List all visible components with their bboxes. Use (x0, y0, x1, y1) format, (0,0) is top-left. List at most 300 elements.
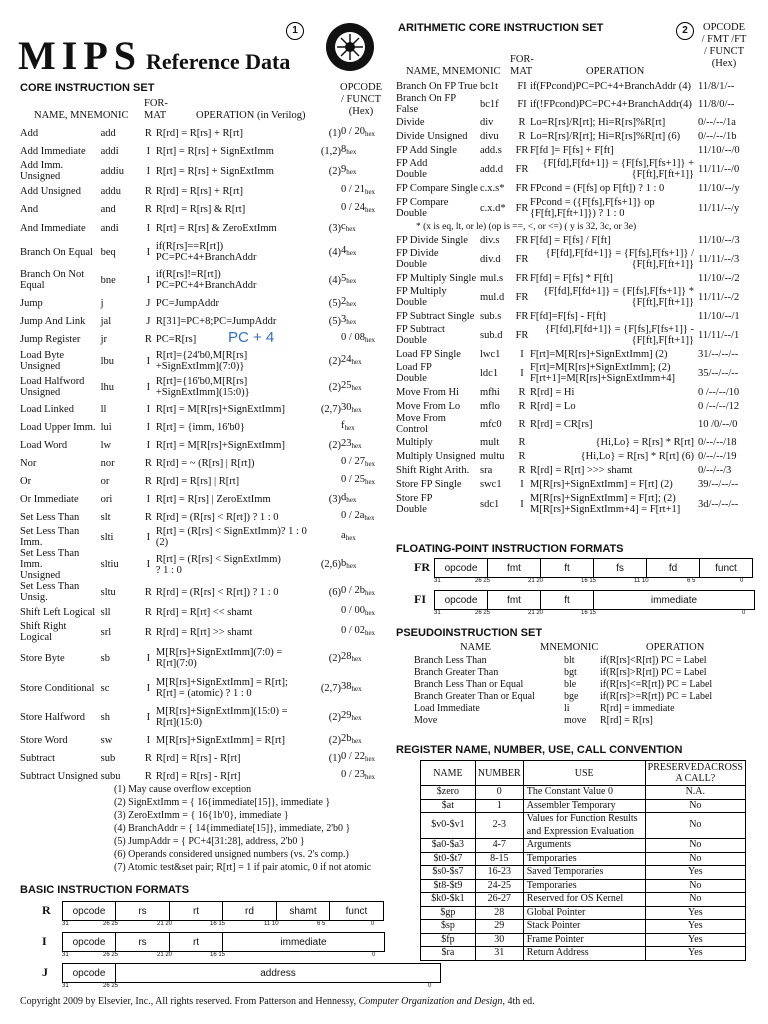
instr-mnemonic: sltiu (100, 559, 119, 570)
instr-name: Shift Left Logical (20, 606, 96, 618)
instr-mnemonic: c.x.d* (480, 202, 506, 214)
register-use: Arguments (523, 839, 645, 853)
pseudo-table (414, 655, 754, 727)
instr-opcode: 11/10/--/y (698, 182, 740, 194)
arith-row (396, 143, 752, 157)
arith-heading: ARITHMETIC CORE INSTRUCTION SET (398, 22, 604, 34)
instr-format: R (518, 464, 526, 476)
fi-format-bit-label: 16 15 (581, 610, 597, 616)
register-preserved: No (645, 852, 745, 866)
r-format-bit-label: 0 (371, 921, 375, 927)
r-format-bit-label: 21 20 (157, 921, 173, 927)
instr-operation: R[31]=PC+8;PC=JumpAddr (155, 315, 277, 327)
j-format-box (62, 963, 441, 983)
core-row (20, 454, 385, 472)
core-row (20, 418, 385, 436)
register-preserved: Yes (645, 947, 745, 961)
instr-name: Multiply Unsigned (396, 450, 476, 462)
instr-format: I (146, 381, 151, 393)
instr-note: (3) (328, 493, 342, 505)
instr-mnemonic: div.s (480, 234, 500, 246)
instr-format: J (146, 297, 151, 309)
arith-row (396, 115, 752, 129)
instr-format: R (518, 436, 526, 448)
register-row (421, 893, 746, 907)
i-format-field: rt (170, 933, 223, 951)
instr-opcode: $0 / 20_{hex}$ (341, 126, 376, 138)
instr-format: FR (515, 329, 529, 341)
instr-note: (2) (328, 652, 342, 664)
instr-opcode: 0/--/--/1b (698, 130, 737, 142)
instr-name: Shift Right Arith. (396, 464, 470, 476)
instr-mnemonic: sdc1 (480, 498, 500, 510)
i-format-bit-label: 16 15 (210, 952, 226, 958)
instr-format: FR (515, 182, 529, 194)
j-format-bit-label: 31 (62, 983, 69, 989)
instr-name: Add Imm. Unsigned (20, 160, 64, 182)
instr-mnemonic: bc1f (480, 98, 499, 110)
instr-format: I (146, 682, 151, 694)
instr-operation: R[rt] = R[rs] & ZeroExtImm (155, 222, 277, 234)
core-row (20, 348, 385, 374)
instr-format: I (146, 493, 151, 505)
instr-opcode: $30_{hex}$ (341, 402, 362, 414)
instr-opcode: $0 / 02_{hex}$ (341, 625, 376, 637)
instr-opcode: $0 / 23_{hex}$ (341, 769, 376, 781)
fi-format-bit-label: 31 (434, 610, 441, 616)
instr-name: FP Divide Double (396, 248, 439, 270)
register-number: 16-23 (475, 866, 523, 880)
core-row (20, 472, 385, 490)
pseudo-mnemonic: ble (564, 679, 577, 690)
fr-format-bit-label: 31 (434, 578, 441, 584)
register-preserved: No (645, 879, 745, 893)
instr-opcode: 11/11/--/1 (698, 329, 740, 341)
instr-name: FP Add Double (396, 158, 428, 180)
instr-name: FP Subtract Double (396, 324, 445, 346)
compare-footnote: * (x is eq, lt, or le) (op is ==, <, or <=) ( y is 32, 3c, or 3e) (416, 221, 637, 232)
instr-operation: F[fd] = F[fs] * F[ft] (530, 272, 613, 284)
arith-row (396, 491, 752, 517)
instr-opcode: $0 / 2a_{hex}$ (341, 510, 375, 522)
instr-format: FI (517, 80, 527, 92)
instr-operation: F[fd ]= F[fs] + F[ft] (530, 144, 614, 156)
instr-note (314, 330, 341, 348)
r-format-bit-label: 11 10 (264, 921, 279, 927)
instr-opcode: 0/--/--/1a (698, 116, 736, 128)
instr-note: (4) (328, 246, 342, 258)
instr-operation: R[rt]={24'b0,M[R[rs] +SignExtImm](7:0)} (155, 350, 248, 372)
core-row (20, 621, 385, 643)
instr-name: FP Multiply Double (396, 286, 447, 308)
fr-format-field: fs (594, 559, 647, 577)
fr-format-field: funct (715, 562, 737, 574)
core-row (20, 374, 385, 400)
register-name: $at (421, 799, 476, 813)
instr-opcode: $25_{hex}$ (341, 380, 362, 392)
fr-format-field: fd (647, 559, 700, 577)
instr-operation: Lo=R[rs]/R[rt]; Hi=R[rs]%R[rt] (6) (530, 130, 681, 142)
core-note: (7) Atomic test&set pair; R[rt] = 1 if pair atomic, 0 if not atomic (114, 862, 372, 873)
instr-opcode: 11/10/--/2 (698, 272, 740, 284)
pseudo-name: Branch Greater Than (414, 667, 499, 678)
instr-note: (1) (328, 752, 342, 764)
pseudo-col-operation: OPERATION (646, 642, 705, 653)
instr-opcode: $4_{hex}$ (341, 245, 357, 257)
instr-name: Jump And Link (20, 315, 86, 327)
core-row (20, 749, 385, 767)
pseudo-row (414, 703, 754, 715)
register-use: Temporaries (523, 879, 645, 893)
instr-format: I (146, 734, 151, 746)
instr-operation: R[rd] = Lo (530, 400, 576, 412)
instr-opcode: $d_{hex}$ (341, 492, 357, 504)
i-format-field: opcode (63, 933, 116, 951)
i-format-bit-label: 26 25 (103, 952, 119, 958)
register-use: Assembler Temporary (523, 799, 645, 813)
register-name: $v0-$v1 (421, 813, 476, 839)
core-row (20, 182, 385, 200)
j-format-bit-label: 0 (428, 983, 432, 989)
fi-format-bit-label: 26 25 (475, 610, 491, 616)
instr-opcode: $0 / 22_{hex}$ (341, 751, 376, 763)
instr-name: Load FP Double (396, 362, 432, 384)
instr-format: I (146, 559, 151, 570)
register-col-header: USE (523, 761, 645, 786)
instr-opcode: $0 / 24_{hex}$ (341, 202, 376, 214)
pseudo-heading: PSEUDOINSTRUCTION SET (396, 627, 543, 639)
instr-name: Divide (396, 116, 425, 128)
instr-name: Move From Lo (396, 400, 461, 412)
r-format-bit-label: 26 25 (103, 921, 119, 927)
arith-row (396, 157, 752, 181)
register-col-header: PRESERVEDACROSS A CALL? (645, 761, 745, 786)
instr-format: FR (515, 253, 529, 265)
pseudo-mnemonic: move (564, 715, 587, 726)
pseudo-row (414, 691, 754, 703)
core-note: (6) Operands considered unsigned numbers (vs. 2's comp.) (114, 849, 349, 860)
instr-opcode: 11/8/0/-- (698, 98, 735, 110)
pseudo-operation: if(R[rs]<=R[rt]) PC = Label (600, 679, 713, 690)
instr-opcode: 3d/--/--/-- (698, 498, 739, 510)
instr-operation: R[rd] = R[rt] << shamt (155, 606, 253, 618)
instr-note (314, 182, 341, 200)
instr-name: Branch On FP True (396, 80, 478, 92)
instr-format: I (146, 145, 151, 157)
register-number: 24-25 (475, 879, 523, 893)
instr-operation: R[rd] = R[rs] + R[rt] (155, 127, 243, 139)
instr-operation: R[rt] = (R[rs] < SignExtImm)? 1 : 0 (2) (155, 526, 307, 548)
instr-operation: R[rt] = R[rs] + SignExtImm (155, 145, 274, 157)
instr-operation: {F[fd],F[fd+1]} = {F[fs],F[fs+1]} - {F[ft],F[ft+1]} (544, 324, 694, 346)
instr-mnemonic: sub (100, 752, 116, 764)
instr-format: R (144, 127, 152, 139)
instr-mnemonic: and (100, 203, 116, 215)
instr-note: (2) (328, 355, 342, 367)
instr-operation: {F[fd],F[fd+1]} = {F[fs],F[fs+1]} / {F[ft],F[ft+1]} (545, 248, 694, 270)
instr-mnemonic: mflo (480, 400, 500, 412)
arith-row (396, 195, 752, 221)
pseudo-col-name: NAME (460, 642, 491, 653)
i-format-field: immediate (280, 936, 327, 948)
register-number: 30 (475, 933, 523, 947)
fr-format-bit-label: 11 10 (634, 578, 649, 584)
pseudo-operation: R[rd] = R[rs] (600, 715, 653, 726)
register-row (421, 799, 746, 813)
instr-operation: PC=JumpAddr (155, 297, 219, 309)
instr-operation: {F[fd],F[fd+1]} = {F[fs],F[fs+1]} * {F[ft],F[ft+1]} (543, 286, 694, 308)
pseudo-name: Branch Less Than or Equal (414, 679, 524, 690)
arith-row (396, 413, 752, 435)
instr-note (314, 454, 341, 472)
instr-operation: if(FPcond)PC=PC+4+BranchAddr (4) (530, 80, 691, 92)
instr-mnemonic: sll (100, 606, 111, 618)
arith-row (396, 79, 752, 93)
instr-name: FP Compare Double (396, 197, 449, 219)
instr-opcode: $2_{hex}$ (341, 296, 357, 308)
instr-mnemonic: beq (100, 246, 116, 258)
instr-mnemonic: add.s (480, 144, 502, 156)
instr-operation: R[rt] = M[R[rs]+SignExtImm] (155, 439, 285, 451)
instr-operation: R[rd] = CR[rs] (530, 418, 593, 430)
fr-format-field: fmt (488, 559, 541, 577)
instr-opcode: $8_{hex}$ (341, 144, 357, 156)
instr-note: (1) (328, 127, 342, 139)
i-format-box (62, 932, 385, 952)
instr-format: I (146, 403, 151, 415)
instr-mnemonic: or (100, 475, 110, 487)
pc-plus-4-annotation: PC + 4 (228, 329, 275, 346)
register-row (421, 947, 746, 961)
instr-operation: PC=R[rs] (155, 333, 197, 345)
instr-operation: R[rd] = R[rs] | R[rt] (155, 475, 240, 487)
title-mips: MIPS (18, 33, 142, 78)
register-row (421, 839, 746, 853)
instr-opcode: $29_{hex}$ (341, 710, 362, 722)
instr-opcode: 0 /--/--/12 (698, 400, 740, 412)
fr-format-bit-label: 16 15 (581, 578, 597, 584)
register-row (421, 879, 746, 893)
instr-format: FR (515, 163, 529, 175)
register-row (421, 933, 746, 947)
instr-note: (2) (328, 165, 342, 177)
instr-operation: F[rt]=M[R[rs]+SignExtImm] (2) (530, 348, 668, 360)
pseudo-operation: if(R[rs]>=R[rt]) PC = Label (600, 691, 713, 702)
core-row (20, 643, 385, 673)
register-row (421, 852, 746, 866)
register-use: Values for Function Results and Expression Evaluation (523, 813, 645, 839)
instr-name: Subtract (20, 752, 55, 764)
core-instruction-table (20, 124, 385, 785)
instr-format: R (144, 457, 152, 469)
fi-format-field: opcode (435, 591, 488, 609)
instr-opcode: $9_{hex}$ (341, 164, 357, 176)
instr-operation: R[rd] = (R[rs] < R[rt]) ? 1 : 0 (155, 586, 279, 598)
page-number-circle-2: 2 (676, 22, 694, 40)
register-name: $gp (421, 906, 476, 920)
instr-name: And Immediate (20, 222, 86, 234)
register-preserved: No (645, 893, 745, 907)
r-format-field: rt (170, 902, 223, 920)
register-row (421, 866, 746, 880)
instr-format: FR (515, 234, 529, 246)
fp-formats-heading: FLOATING-POINT INSTRUCTION FORMATS (396, 543, 624, 555)
instr-mnemonic: j (100, 297, 104, 309)
instr-operation: M[R[rs]+SignExtImm](15:0) = R[rt](15:0) (155, 706, 288, 728)
instr-opcode: $0 / 00_{hex}$ (341, 605, 376, 617)
instr-mnemonic: slt (100, 511, 111, 523)
instr-note: (5) (328, 315, 342, 327)
pseudo-name: Move (414, 715, 438, 726)
instr-format: I (146, 222, 151, 234)
core-row (20, 330, 385, 348)
pseudo-name: Load Immediate (414, 703, 480, 714)
core-row (20, 581, 385, 603)
pseudo-mnemonic: blt (564, 655, 575, 666)
instr-opcode: 11/11/--/3 (698, 253, 740, 265)
instr-opcode: 35/--/--/-- (698, 367, 739, 379)
instr-mnemonic: slti (100, 531, 114, 543)
instr-note: (2) (328, 381, 342, 393)
register-name: $ra (421, 947, 476, 961)
instr-mnemonic: mult (480, 436, 500, 448)
instr-format: R (518, 400, 526, 412)
arith-row (396, 93, 752, 115)
core-note: (4) BranchAddr = { 14{immediate[15]}, immediate, 2'b0 } (114, 823, 351, 834)
instr-mnemonic: sb (100, 652, 110, 664)
core-note: (2) SignExtImm = { 16{immediate[15]}, immediate } (114, 797, 331, 808)
pseudo-row (414, 667, 754, 679)
instr-mnemonic: mfhi (480, 386, 500, 398)
title-reference-data: Reference Data (146, 49, 291, 74)
register-number: 31 (475, 947, 523, 961)
basic-formats-heading: BASIC INSTRUCTION FORMATS (20, 884, 190, 896)
instr-opcode: 11/10/--/1 (698, 310, 740, 322)
core-notes (114, 783, 394, 874)
register-use: Return Address (523, 947, 645, 961)
register-name: $t0-$t7 (421, 852, 476, 866)
instr-format: I (520, 348, 524, 360)
register-preserved: Yes (645, 906, 745, 920)
instr-mnemonic: c.x.s* (480, 182, 505, 194)
fi-format-box (434, 590, 755, 610)
instr-format: I (520, 478, 524, 490)
instr-format: R (144, 475, 152, 487)
register-use: Temporaries (523, 852, 645, 866)
r-format-bit-label: 16 15 (210, 921, 226, 927)
instr-opcode: 39/--/--/-- (698, 478, 739, 490)
register-preserved: Yes (645, 920, 745, 934)
instr-operation: R[rd] = R[rs] + R[rt] (155, 185, 243, 197)
fr-format-bit-label: 21 20 (528, 578, 544, 584)
j-format-field: address (260, 967, 296, 979)
fr-format-field: ft (541, 559, 594, 577)
fr-format-bit-label: 6 5 (687, 578, 696, 584)
instr-operation: R[rd] = R[rt] >> shamt (155, 626, 253, 638)
registers-heading: REGISTER NAME, NUMBER, USE, CALL CONVENTION (396, 744, 683, 756)
i-format-field: rs (116, 933, 170, 951)
core-row (20, 218, 385, 238)
instr-opcode: $0 / 2b_{hex}$ (341, 585, 376, 597)
instr-format: I (146, 711, 151, 723)
instr-opcode: 11/11/--/y (698, 202, 740, 214)
mips-seal-logo (325, 22, 375, 72)
instr-mnemonic: bne (100, 274, 116, 286)
i-format-label: I (42, 934, 47, 948)
instr-opcode: 11/10/--/0 (698, 144, 740, 156)
instr-format: I (520, 367, 524, 379)
instr-operation: M[R[rs]+SignExtImm] = R[rt]; R[rt] = (atomic) ? 1 : 0 (155, 677, 288, 699)
instr-opcode: 31/--/--/-- (698, 348, 739, 360)
r-format-field: opcode (63, 902, 116, 920)
instr-note (314, 200, 341, 218)
instr-operation: if(R[rs]!=R[rt]) PC=PC+4+BranchAddr (155, 269, 257, 291)
pseudo-name: Branch Greater Than or Equal (414, 691, 535, 702)
register-use: Saved Temporaries (523, 866, 645, 880)
instr-mnemonic: div (480, 116, 494, 128)
instr-note (314, 472, 341, 490)
instr-name: Load Linked (20, 403, 74, 415)
instr-name: Nor (20, 457, 37, 469)
j-format-field: opcode (63, 964, 116, 982)
instr-format: R (144, 586, 152, 598)
instr-mnemonic: lui (100, 421, 112, 433)
instr-name: Set Less Than Imm. Unsigned (20, 548, 80, 581)
instr-name: Load FP Single (396, 348, 461, 360)
r-format-box (62, 901, 384, 921)
instr-mnemonic: sub.s (480, 310, 502, 322)
instr-mnemonic: ldc1 (480, 367, 499, 379)
copyright-text: Copyright 2009 by Elsevier, Inc., All rights reserved. From Patterson and Hennessy, (20, 996, 359, 1007)
instr-name: Load Byte Unsigned (20, 350, 65, 372)
core-row (20, 238, 385, 266)
instr-note: (6) (328, 586, 342, 598)
arith-row (396, 347, 752, 361)
instr-note: (2,6) (320, 559, 342, 570)
pseudo-mnemonic: bgt (564, 667, 577, 678)
instr-operation: R[rd] = Hi (530, 386, 575, 398)
arith-row (396, 129, 752, 143)
core-row (20, 436, 385, 454)
instr-mnemonic: addiu (100, 165, 124, 177)
instr-format: FR (515, 144, 529, 156)
instr-mnemonic: nor (100, 457, 115, 469)
instr-mnemonic: jal (100, 315, 112, 327)
fi-format-field: ft (541, 591, 594, 609)
instr-operation: FPcond = ({F[fs],F[fs+1]} op {F[ft],F[ft+1]}) ? 1 : 0 (530, 197, 655, 219)
instr-note: (2,7) (320, 682, 342, 694)
instr-mnemonic: sw (100, 734, 113, 746)
instr-name: FP Subtract Single (396, 310, 475, 322)
instr-name: Store FP Double (396, 493, 433, 515)
core-row (20, 200, 385, 218)
instr-operation: R[rd] = (R[rs] < R[rt]) ? 1 : 0 (155, 511, 279, 523)
pseudo-operation: if(R[rs]<R[rt]) PC = Label (600, 655, 707, 666)
instr-format: I (146, 274, 151, 286)
core-row (20, 508, 385, 526)
instr-name: FP Add Single (396, 144, 457, 156)
i-format-bit-label: 21 20 (157, 952, 173, 958)
register-number: 29 (475, 920, 523, 934)
core-col-format: FOR- MAT (144, 98, 168, 121)
instr-operation: M[R[rs]+SignExtImm] = F[rt] (2) (530, 478, 673, 490)
instr-opcode: $28_{hex}$ (341, 651, 362, 663)
arith-row (396, 385, 752, 399)
instr-mnemonic: add.d (480, 163, 504, 175)
instr-mnemonic: sc (100, 682, 110, 694)
arith-row (396, 361, 752, 385)
arith-row (396, 399, 752, 413)
